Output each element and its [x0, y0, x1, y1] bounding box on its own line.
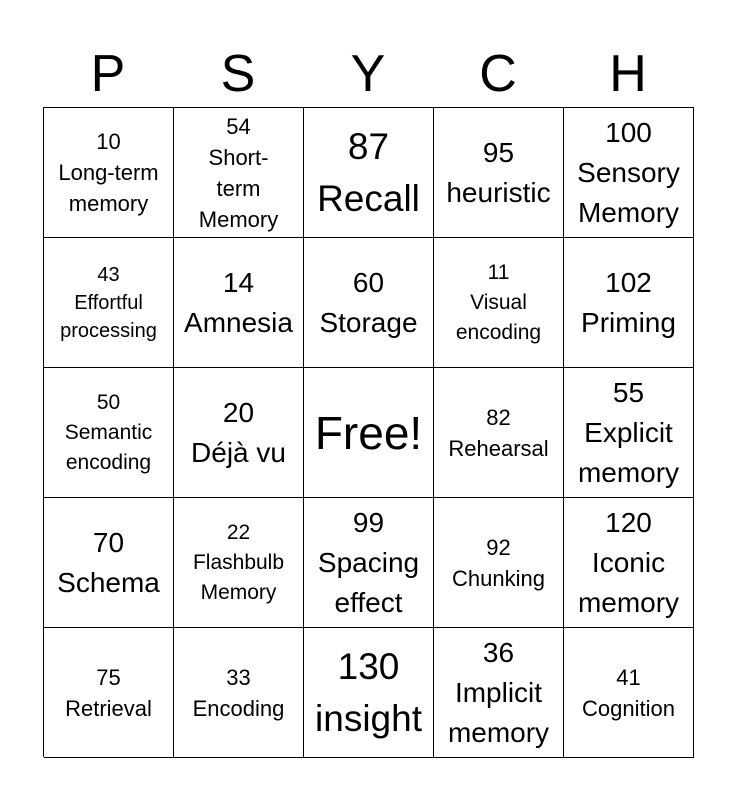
cell-line: 99 — [352, 506, 385, 538]
cell-line: 95 — [482, 136, 515, 168]
cell-line: term — [216, 175, 261, 201]
cell-line: 36 — [482, 636, 515, 668]
cell-line: Amnesia — [184, 306, 293, 338]
header-letter: S — [220, 45, 256, 103]
bingo-cell[interactable] — [44, 238, 174, 368]
cell-line: memory — [577, 586, 680, 618]
cell-line: Cognition — [582, 695, 675, 721]
bingo-cell[interactable] — [304, 498, 434, 628]
cell-line: effect — [334, 586, 403, 618]
cell-line: 82 — [486, 404, 511, 430]
cell-line: 33 — [226, 664, 251, 690]
cell-line: memory — [577, 456, 680, 488]
bingo-cell[interactable] — [304, 108, 434, 238]
cell-line: Effortful — [74, 291, 143, 314]
cell-line: 10 — [96, 129, 121, 154]
cell-line: 130 — [337, 645, 400, 687]
cell-line: Long-term — [58, 160, 159, 185]
bingo-cell[interactable] — [564, 108, 694, 238]
bingo-cell[interactable] — [174, 368, 304, 498]
free-cell[interactable] — [304, 368, 434, 498]
cell-line: 54 — [226, 113, 251, 139]
cell-line: memory — [447, 716, 550, 748]
cell-line: encoding — [455, 320, 542, 344]
bingo-cell[interactable] — [174, 628, 304, 758]
cell-line: insight — [315, 697, 422, 739]
cell-line: Storage — [319, 306, 418, 338]
cell-line: 41 — [616, 664, 641, 690]
bingo-cell[interactable] — [434, 368, 564, 498]
cell-line: Rehearsal — [448, 435, 549, 461]
cell-line: Encoding — [192, 695, 285, 721]
cell-line: 43 — [97, 263, 120, 286]
cell-line: Memory — [577, 196, 680, 228]
cell-line: Memory — [200, 580, 277, 604]
bingo-cell[interactable] — [434, 628, 564, 758]
bingo-cell[interactable] — [434, 498, 564, 628]
cell-line: Iconic — [591, 546, 666, 578]
cell-line: Retrieval — [65, 695, 152, 721]
bingo-cell[interactable] — [564, 238, 694, 368]
cell-line: encoding — [65, 450, 152, 474]
bingo-cell[interactable] — [564, 368, 694, 498]
cell-line: 120 — [605, 506, 652, 538]
cell-line: Déjà vu — [191, 436, 286, 468]
cell-line: 60 — [352, 266, 385, 298]
bingo-cell[interactable] — [564, 498, 694, 628]
cell-line: memory — [68, 191, 149, 216]
cell-line: Recall — [317, 177, 420, 219]
cell-line: 87 — [347, 125, 390, 167]
cell-line: Flashbulb — [192, 550, 285, 574]
cell-line: 92 — [486, 534, 511, 560]
cell-line: 70 — [92, 526, 125, 558]
cell-line: Semantic — [64, 420, 153, 444]
cell-line: Sensory — [577, 156, 680, 188]
bingo-cell[interactable] — [44, 628, 174, 758]
cell-line: Explicit — [584, 416, 673, 448]
cell-line: Spacing — [317, 546, 420, 578]
bingo-cell[interactable] — [44, 108, 174, 238]
bingo-cell[interactable] — [44, 368, 174, 498]
cell-line: Priming — [581, 306, 676, 338]
header-letter: H — [609, 45, 647, 103]
cell-line: Memory — [198, 206, 279, 232]
cell-line: 20 — [222, 396, 255, 428]
bingo-grid — [43, 107, 694, 757]
cell-line: 55 — [612, 376, 645, 408]
bingo-cell[interactable] — [434, 108, 564, 238]
bingo-cell[interactable] — [44, 498, 174, 628]
cell-line: 50 — [96, 390, 121, 414]
cell-line: Implicit — [454, 676, 543, 708]
cell-line: 75 — [96, 664, 121, 690]
bingo-cell[interactable] — [174, 238, 304, 368]
cell-line: heuristic — [446, 176, 551, 208]
bingo-cell[interactable] — [304, 628, 434, 758]
cell-line: 14 — [222, 266, 255, 298]
cell-line: Free! — [314, 406, 423, 459]
bingo-cell[interactable] — [174, 498, 304, 628]
cell-line: 102 — [605, 266, 652, 298]
cell-line: Short- — [208, 144, 269, 170]
bingo-header — [43, 40, 693, 108]
header-letter: C — [479, 45, 517, 103]
header-letter: Y — [350, 45, 386, 103]
cell-line: processing — [60, 319, 157, 342]
bingo-cell[interactable] — [304, 238, 434, 368]
bingo-cell[interactable] — [564, 628, 694, 758]
cell-line: 100 — [605, 116, 652, 148]
cell-line: Chunking — [452, 565, 545, 591]
cell-line: Visual — [470, 290, 527, 314]
bingo-cell[interactable] — [174, 108, 304, 238]
header-letter: P — [90, 45, 126, 103]
cell-line: 11 — [487, 260, 510, 284]
cell-line: Schema — [57, 566, 160, 598]
bingo-cell[interactable] — [434, 238, 564, 368]
cell-line: 22 — [226, 520, 251, 544]
